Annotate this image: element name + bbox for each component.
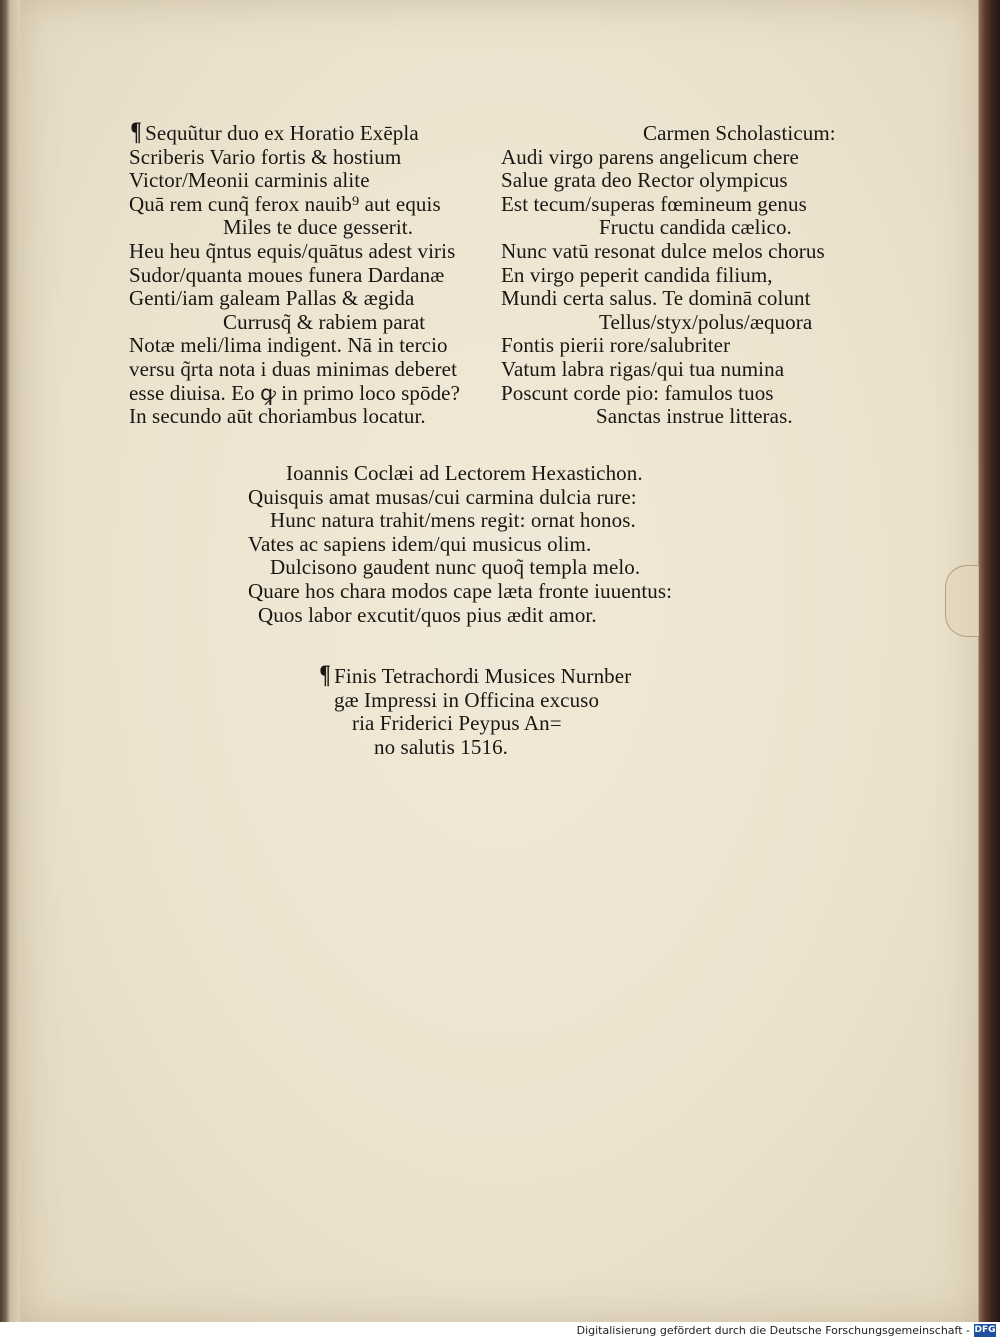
colophon-line: no salutis 1516. (374, 734, 509, 759)
book-binding (979, 0, 1000, 1322)
right-line: Fontis pierii rore/salubriter (501, 333, 731, 358)
right-line: Audi virgo parens angelicum chere (501, 144, 799, 169)
footer-credit: Digitalisierung gefördert durch die Deutsche Forschungsgemeinschaft - (576, 1324, 970, 1337)
left-line: Heu heu q̃ntus equis/quātus adest viris (129, 238, 456, 263)
right-line: Mundi certa salus. Te dominā colunt (501, 286, 811, 311)
hexastichon-line: Dulcisono gaudent nunc quoq̃ templa melo. (270, 555, 641, 580)
left-line: Genti/iam galeam Pallas & ægida (129, 286, 415, 311)
right-line: Sanctas instrue litteras. (596, 404, 793, 429)
right-line: Salue grata deo Rector olympicus (501, 168, 788, 193)
right-line: Poscunt corde pio: famulos tuos (501, 380, 774, 405)
left-line: esse diuisa. Eo ꝙ in primo loco spōde? (129, 380, 461, 405)
colophon-line: ria Friderici Peypus An= (352, 711, 562, 736)
hexastichon-line: Quare hos chara modos cape læta fronte iuuentus: (248, 578, 673, 603)
left-column (129, 117, 461, 429)
colophon (318, 660, 632, 759)
hexastichon-line: Quos labor excutit/quos pius ædit amor. (258, 602, 597, 627)
pilcrow-icon: ¶ (130, 117, 142, 146)
right-line: Vatum labra rigas/qui tua numina (501, 356, 785, 381)
colophon-line: ¶ Finis Tetrachordi Musices Nurnber (319, 660, 632, 689)
left-line: Miles te duce gesserit. (223, 215, 414, 240)
hexastichon (248, 462, 672, 627)
left-line: Quā rem cunq̃ ferox nauib⁹ aut equis (129, 191, 441, 216)
right-line: Fructu candida cælico. (599, 215, 792, 240)
right-title: Carmen Scholasticum: (643, 121, 836, 145)
hexastichon-line: Hunc natura trahit/mens regit: ornat honos. (270, 508, 636, 533)
left-line: In secundo aūt choriambus locatur. (129, 404, 426, 429)
right-column (501, 122, 836, 429)
hexastichon-line: Vates ac sapiens idem/qui musicus olim. (248, 531, 592, 556)
right-line: Nunc vatū resonat dulce melos chorus (501, 238, 825, 263)
left-line: versu q̃rta nota i duas minimas deberet (129, 356, 458, 381)
left-line: Victor/Meonii carminis alite (129, 168, 370, 193)
pilcrow-icon: ¶ (319, 660, 331, 689)
left-line: Notæ meli/lima indigent. Nā in tercio (129, 333, 448, 358)
right-line: En virgo peperit candida filium, (501, 262, 773, 287)
hexastichon-title: Ioannis Coclæi ad Lectorem Hexastichon. (286, 461, 643, 485)
left-line: ¶ Sequũtur duo ex Horatio Exēpla (130, 117, 419, 146)
right-line: Tellus/styx/polus/æquora (599, 309, 813, 334)
colophon-line: gæ Impressi in Officina excuso (334, 687, 600, 712)
right-line: Est tecum/superas fœmineum genus (501, 191, 807, 216)
left-line: Sudor/quanta moues funera Dardanæ (129, 262, 445, 287)
left-line: Scriberis Vario fortis & hostium (129, 144, 402, 169)
left-line: Currusq̃ & rabiem parat (223, 309, 426, 334)
hexastichon-line: Quisquis amat musas/cui carmina dulcia rure: (248, 484, 637, 509)
dfg-logo-icon: DFG (974, 1325, 996, 1335)
footer-bar (0, 1322, 1000, 1341)
